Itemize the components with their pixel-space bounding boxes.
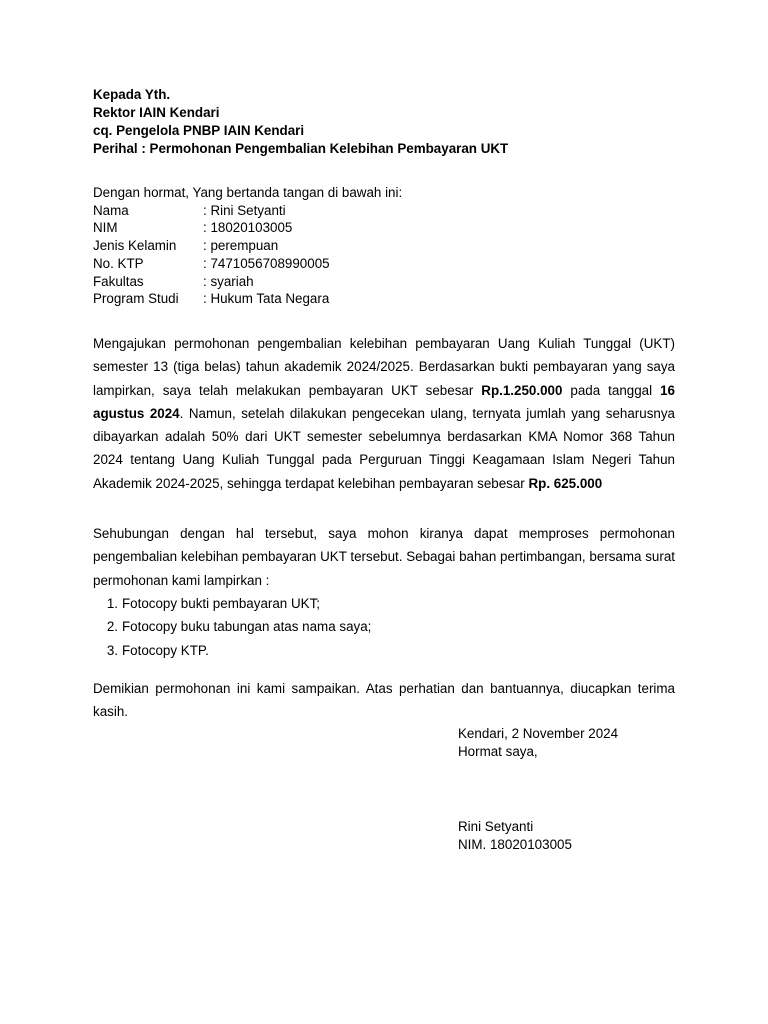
salutation: Hormat saya, xyxy=(458,743,538,759)
list-item xyxy=(93,592,371,615)
list-text: Fotocopy buku tabungan atas nama saya; xyxy=(122,619,372,635)
address-block xyxy=(93,86,693,158)
greeting: Dengan hormat, Yang bertanda tangan di bawah ini: xyxy=(93,185,403,200)
list-number: 3. xyxy=(106,642,118,658)
address-to: Kepada Yth. xyxy=(93,87,171,102)
list-item xyxy=(93,615,371,638)
field-value: : 7471056708990005 xyxy=(203,255,330,271)
field-label: Fakultas xyxy=(93,273,144,289)
list-text: Fotocopy bukti pembayaran UKT; xyxy=(122,596,320,611)
payment-date: 16 agustus 2024 xyxy=(93,382,675,421)
field-value: : perempuan xyxy=(203,238,279,254)
field-label: No. KTP xyxy=(93,255,144,271)
request-text-b: pada tanggal xyxy=(562,382,661,398)
signature-header xyxy=(458,725,618,760)
field-value: : Rini Setyanti xyxy=(203,202,286,218)
list-number: 2. xyxy=(106,619,118,635)
list-item xyxy=(93,639,371,662)
field-value: : 18020103005 xyxy=(203,220,293,236)
field-row xyxy=(93,290,402,308)
address-recipient: Rektor IAIN Kendari xyxy=(93,105,220,120)
field-label: Program Studi xyxy=(93,291,179,307)
field-row xyxy=(93,237,402,255)
field-label: Nama xyxy=(93,202,129,218)
place-date: Kendari, 2 November 2024 xyxy=(458,726,619,741)
payment-amount: Rp.1.250.000 xyxy=(481,382,563,398)
signer-name: Rini Setyanti xyxy=(458,819,534,834)
field-label: Jenis Kelamin xyxy=(93,238,177,254)
field-row xyxy=(93,273,402,291)
attachment-list xyxy=(93,592,371,662)
followup-paragraph: Sehubungan dengan hal tersebut, saya mohon kiranya dapat memproses permohonan pengembalian kelebihan pembayaran UKT tersebut. Sebagai bahan pertimbangan, bersama surat permohonan kami lampirkan : xyxy=(93,526,675,588)
request-text-c: . Namun, setelah dilakukan pengecekan ulang, ternyata jumlah yang seharusnya dibayarkan adalah 50% dari UKT semester sebelumnya berdasarkan KMA Nomor 368 Tahun 2024 tentang Uang Kuliah Tunggal pada Perguruan Tinggi Keagamaan Islam Negeri Tahun Akademik 2024-2025, sehingga terdapat kelebihan pembayaran sebesar xyxy=(93,405,675,491)
field-row xyxy=(93,219,402,237)
list-number: 1. xyxy=(106,596,118,611)
field-value: : Hukum Tata Negara xyxy=(203,291,330,307)
field-row xyxy=(93,255,402,273)
list-text: Fotocopy KTP. xyxy=(122,642,209,658)
intro-block xyxy=(93,184,402,308)
address-cq: cq. Pengelola PNBP IAIN Kendari xyxy=(93,123,305,138)
field-value: : syariah xyxy=(203,273,254,289)
request-text-a: Mengajukan permohonan pengembalian kelebihan pembayaran Uang Kuliah Tunggal (UKT) semester 13 (tiga belas) tahun akademik 2024/2025. Berdasarkan bukti pembayaran yang saya lampirkan, saya telah melakukan pembayaran UKT sebesar xyxy=(93,336,675,398)
signature-block xyxy=(458,818,572,853)
letter-subject: Perihal : Permohonan Pengembalian Kelebihan Pembayaran UKT xyxy=(93,141,509,156)
signer-nim: NIM. 18020103005 xyxy=(458,836,572,852)
request-paragraph xyxy=(93,332,675,495)
field-row xyxy=(93,202,402,220)
field-label: NIM xyxy=(93,220,118,236)
excess-amount: Rp. 625.000 xyxy=(528,475,603,491)
closing-paragraph: Demikian permohonan ini kami sampaikan. Atas perhatian dan bantuannya, diucapkan terima kasih. xyxy=(93,681,675,720)
